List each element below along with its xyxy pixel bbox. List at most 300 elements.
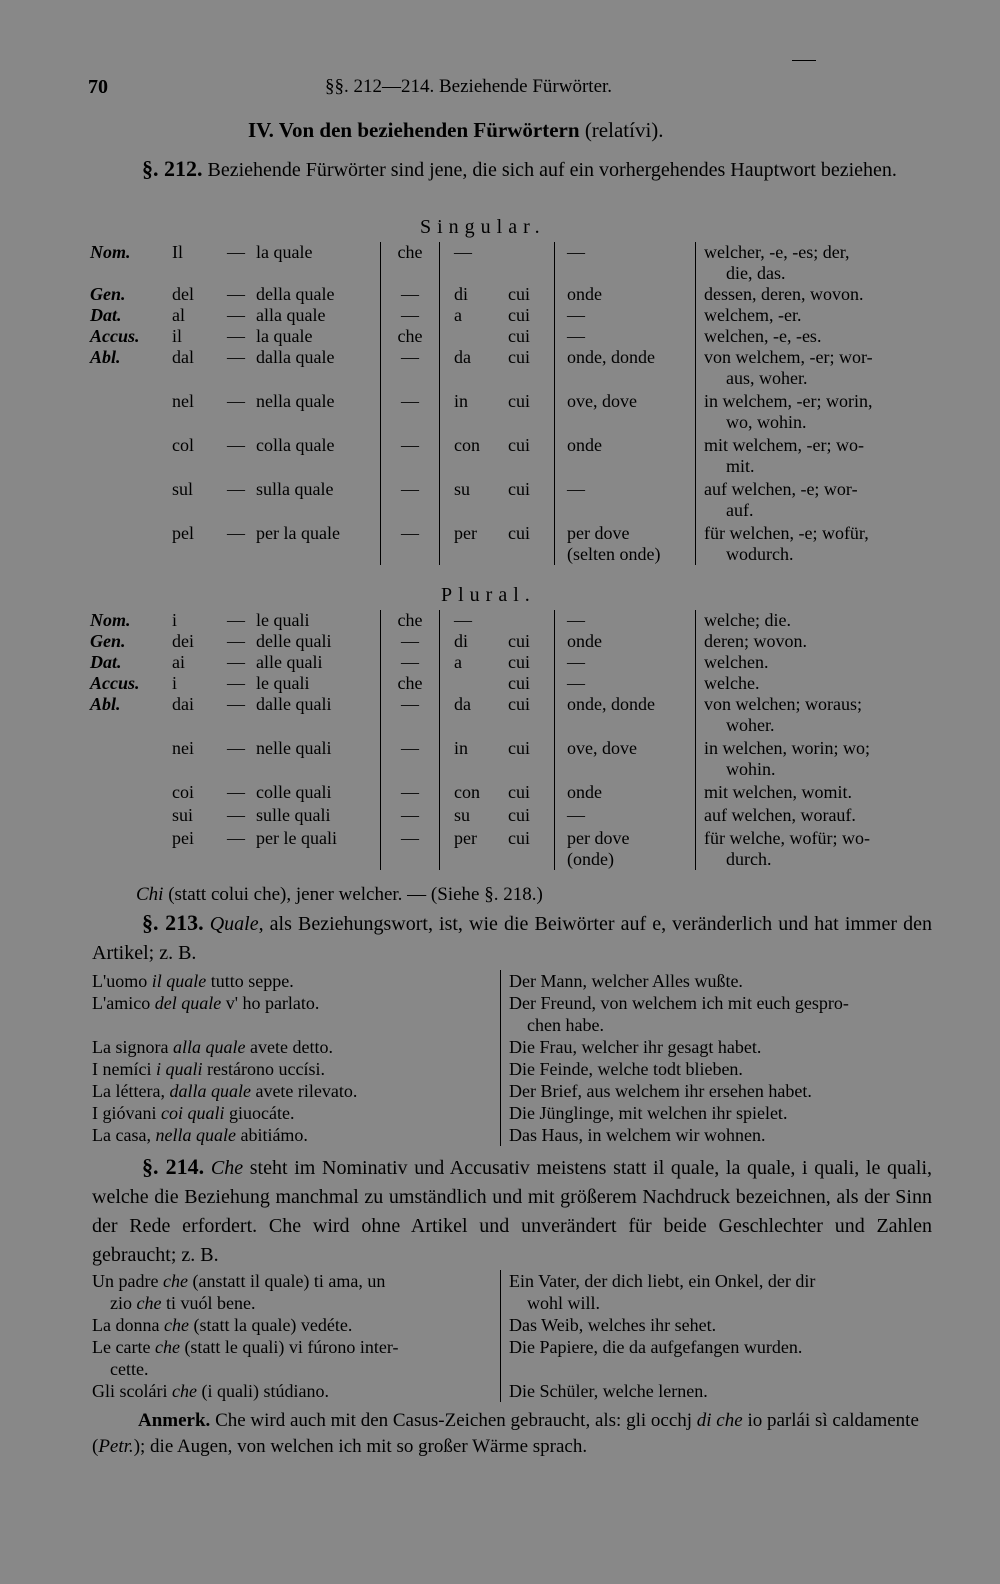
german-translation	[696, 610, 923, 631]
che-form: —	[381, 803, 440, 826]
article-form: pei	[172, 828, 194, 848]
relative-pronoun: che	[162, 1271, 188, 1291]
case-label: Gen.	[90, 631, 126, 651]
dash: —	[227, 284, 245, 304]
german-text: von welchen; woraus;	[704, 694, 862, 714]
preposition: in	[454, 391, 469, 411]
german-translation	[696, 305, 923, 326]
italian-example	[92, 1314, 500, 1336]
example-row	[92, 1380, 939, 1402]
che-form: —	[381, 477, 440, 521]
italian-text: (i quali) stúdiano.	[196, 1381, 329, 1401]
italian-example	[92, 1080, 500, 1102]
german-continuation: wohin.	[726, 759, 776, 779]
adverb-form	[555, 284, 696, 305]
adverb-form	[555, 521, 696, 565]
german-example	[500, 1036, 939, 1058]
german-example	[500, 970, 939, 992]
dash: —	[227, 828, 245, 848]
quale-form: sulle quali	[256, 805, 331, 825]
example-row	[92, 1314, 939, 1336]
table-row	[88, 652, 922, 673]
german-translation	[696, 694, 923, 736]
case-label: Nom.	[90, 242, 131, 262]
adverb-text: —	[567, 326, 585, 346]
article-form: nei	[172, 738, 194, 758]
case-label	[88, 736, 170, 780]
paragraph-text: Beziehende Fürwörter sind jene, die sich auf ein vorhergehendes Hauptwort beziehen.	[207, 159, 897, 181]
case-label	[88, 780, 170, 803]
adverb-form	[555, 326, 696, 347]
anmerkung-italic-1: di che	[696, 1410, 743, 1431]
article-form: col	[172, 435, 194, 455]
german-translation	[696, 673, 923, 694]
article-form: i	[172, 673, 178, 693]
case-label	[88, 389, 170, 433]
adverb-text: onde	[567, 435, 602, 455]
adverb-text: per dove	[567, 523, 630, 543]
case-label	[88, 521, 170, 565]
example-row	[92, 1124, 939, 1146]
example-row	[92, 1036, 939, 1058]
che-form: —	[381, 652, 440, 673]
italian-text: Un padre	[92, 1271, 163, 1291]
german-translation	[696, 826, 923, 870]
article-form: dai	[172, 694, 194, 714]
german-continuation: aus, woher.	[726, 368, 808, 388]
german-translation	[696, 736, 923, 780]
paragraph-number: §. 212.	[142, 156, 203, 181]
german-translation	[696, 521, 923, 565]
german-text: Die Feinde, welche todt blieben.	[509, 1059, 743, 1079]
examples-214	[92, 1270, 939, 1402]
german-text: mit welchem, -er; wo-	[704, 435, 864, 455]
italian-text: restárono uccísi.	[202, 1059, 325, 1079]
adverb-form	[555, 673, 696, 694]
quale-form: la quale	[256, 242, 313, 262]
table-row	[88, 694, 922, 736]
example-row	[92, 992, 939, 1036]
table-row	[88, 433, 922, 477]
table-row	[88, 826, 922, 870]
adverb-form	[555, 803, 696, 826]
che-form: che	[381, 242, 440, 284]
anmerkung	[92, 1408, 932, 1460]
german-example	[500, 1380, 939, 1402]
dash: —	[227, 391, 245, 411]
case-label	[88, 477, 170, 521]
cui-form: cui	[506, 694, 555, 736]
che-form: —	[381, 305, 440, 326]
german-translation	[696, 347, 923, 389]
dash: —	[227, 738, 245, 758]
german-text: Die Schüler, welche lernen.	[509, 1381, 708, 1401]
cui-form	[506, 242, 555, 284]
adverb-text: —	[567, 652, 585, 672]
dash: —	[227, 347, 245, 367]
relative-pronoun: il quale	[151, 971, 207, 991]
italian-text: zio	[110, 1293, 137, 1313]
italian-text: ti vuól bene.	[161, 1293, 256, 1313]
quale-form: dalle quali	[256, 694, 332, 714]
adverb-note: (selten onde)	[567, 544, 661, 564]
german-text: Das Haus, in welchem wir wohnen.	[509, 1125, 766, 1145]
relative-pronoun: del quale	[154, 993, 222, 1013]
german-text: auf welchen, worauf.	[704, 805, 856, 825]
preposition: per	[454, 523, 477, 543]
german-translation	[696, 433, 923, 477]
table-row	[88, 673, 922, 694]
article-form: i	[172, 610, 178, 630]
cui-form: cui	[506, 631, 555, 652]
case-label: Gen.	[90, 284, 126, 304]
adverb-note: (onde)	[567, 849, 614, 869]
paragraph-text: steht im Nominativ und Accusativ meistens statt il quale, la quale, i quali, le quali, welche die Beziehung manchmal zu umständlich und mit größerem Nachdruck bezeichnen, als der Sinn der Rede erfordert. Che wird ohne Artikel und unverändert für beide Geschlechter und Zahlen gebraucht; z. B.	[92, 1157, 933, 1266]
german-continuation: auf.	[726, 500, 754, 520]
italian-text: giuocáte.	[224, 1103, 295, 1123]
preposition: a	[454, 652, 462, 672]
article-form: al	[172, 305, 185, 325]
chi-note	[136, 884, 543, 906]
preposition: di	[454, 631, 469, 651]
quale-form: per le quali	[256, 828, 337, 848]
german-translation	[696, 631, 923, 652]
che-form: che	[381, 610, 440, 631]
case-label: Dat.	[90, 305, 122, 325]
anmerkung-text-1: Che wird auch mit den Casus-Zeichen gebraucht, als: gli occhj	[210, 1410, 697, 1431]
german-example	[500, 992, 939, 1036]
german-continuation: chen habe.	[527, 1015, 604, 1035]
table-row	[88, 347, 922, 389]
italian-text: (statt le quali) vi fúrono inter-	[179, 1337, 399, 1357]
quale-form: alla quale	[256, 305, 326, 325]
paragraph-214	[92, 1152, 932, 1270]
italian-text: L'amico	[92, 993, 155, 1013]
german-translation	[696, 284, 923, 305]
relative-pronoun: che	[154, 1337, 180, 1357]
adverb-form	[555, 736, 696, 780]
italian-example	[92, 970, 500, 992]
german-text: welchem, -er.	[704, 305, 802, 325]
adverb-text: onde	[567, 284, 602, 304]
italian-text: L'uomo	[92, 971, 152, 991]
german-text: welchen.	[704, 652, 769, 672]
cui-form	[506, 610, 555, 631]
cui-form: cui	[506, 780, 555, 803]
relative-pronoun: nella quale	[155, 1125, 236, 1145]
dash: —	[227, 610, 245, 630]
cui-form: cui	[506, 652, 555, 673]
table-row	[88, 477, 922, 521]
german-translation	[696, 652, 923, 673]
article-form: coi	[172, 782, 194, 802]
italian-continuation	[92, 1358, 496, 1380]
table-row	[88, 780, 922, 803]
italian-text: (anstatt il quale) ti ama, un	[187, 1271, 386, 1291]
german-translation	[696, 326, 923, 347]
relative-pronoun: dalla quale	[169, 1081, 251, 1101]
german-text: welcher, -e, -es; der,	[704, 242, 850, 262]
german-text: für welchen, -e; wofür,	[704, 523, 869, 543]
german-example	[500, 1080, 939, 1102]
article-form: sui	[172, 805, 194, 825]
singular-declension-table	[88, 242, 922, 565]
adverb-text: —	[567, 610, 585, 630]
preposition: su	[454, 479, 471, 499]
anmerkung-label: Anmerk.	[138, 1410, 211, 1431]
adverb-form	[555, 652, 696, 673]
case-label	[88, 433, 170, 477]
relative-pronoun: che	[163, 1315, 189, 1335]
adverb-form	[555, 477, 696, 521]
cui-form: cui	[506, 305, 555, 326]
example-row	[92, 1058, 939, 1080]
german-text: Ein Vater, der dich liebt, ein Onkel, der dir	[509, 1271, 816, 1291]
german-example	[500, 1058, 939, 1080]
preposition: in	[454, 738, 469, 758]
german-text: von welchem, -er; wor-	[704, 347, 873, 367]
german-translation	[696, 389, 923, 433]
italian-text: (statt la quale) vedéte.	[188, 1315, 353, 1335]
case-label: Dat.	[90, 652, 122, 672]
table-row	[88, 521, 922, 565]
german-text: Die Jünglinge, mit welchen ihr spielet.	[509, 1103, 788, 1123]
adverb-form	[555, 780, 696, 803]
dash: —	[227, 631, 245, 651]
table-row	[88, 803, 922, 826]
adverb-text: —	[567, 242, 585, 262]
dash: —	[227, 479, 245, 499]
preposition: da	[454, 694, 471, 714]
table-row	[88, 610, 922, 631]
section-title	[248, 118, 664, 143]
table-row	[88, 736, 922, 780]
section-title-note: (relatívi).	[584, 118, 664, 142]
paragraph-number: §. 213.	[142, 910, 204, 935]
adverb-text: ove, dove	[567, 391, 637, 411]
german-translation	[696, 780, 923, 803]
adverb-form	[555, 433, 696, 477]
table-row	[88, 242, 922, 284]
quale-form: alle quali	[256, 652, 323, 672]
paragraph-213	[92, 908, 932, 968]
table-row	[88, 631, 922, 652]
page-number: 70	[88, 76, 108, 98]
dash: —	[227, 652, 245, 672]
article-form: il	[172, 326, 183, 346]
case-label	[88, 803, 170, 826]
italian-text: cette.	[110, 1359, 149, 1379]
german-text: auf welchen, -e; wor-	[704, 479, 858, 499]
anmerkung-text-2: io parlái sì caldamente (	[92, 1410, 919, 1457]
example-row	[92, 1080, 939, 1102]
cui-form: cui	[506, 347, 555, 389]
adverb-text: onde	[567, 782, 602, 802]
quale-form: colla quale	[256, 435, 335, 455]
case-label	[88, 826, 170, 870]
german-text: Der Brief, aus welchem ihr ersehen habet.	[509, 1081, 812, 1101]
adverb-form	[555, 389, 696, 433]
relative-pronoun: che	[136, 1293, 162, 1313]
relative-pronoun: coi quali	[161, 1103, 225, 1123]
italian-text: tutto seppe.	[206, 971, 294, 991]
italian-text: v' ho parlato.	[221, 993, 320, 1013]
article-form: ai	[172, 652, 185, 672]
german-text: in welchen, worin; wo;	[704, 738, 870, 758]
table-row	[88, 305, 922, 326]
article-form: Il	[172, 242, 183, 262]
german-text: Der Freund, von welchem ich mit euch gespro-	[509, 993, 849, 1013]
singular-heading: Singular.	[420, 216, 546, 238]
dash: —	[227, 305, 245, 325]
chi-text: (statt colui che), jener welcher. — (Siehe §. 218.)	[168, 884, 543, 905]
example-row	[92, 970, 939, 992]
preposition: di	[454, 284, 469, 304]
italian-text: avete detto.	[245, 1037, 333, 1057]
dash: —	[227, 523, 245, 543]
che-form: —	[381, 389, 440, 433]
adverb-text: per dove	[567, 828, 630, 848]
quale-form: sulla quale	[256, 479, 334, 499]
italian-example	[92, 1036, 500, 1058]
che-form: —	[381, 631, 440, 652]
preposition	[440, 326, 507, 347]
german-example	[500, 1314, 939, 1336]
quale-word: Quale	[209, 913, 259, 935]
german-continuation: woher.	[726, 715, 775, 735]
german-text: deren; wovon.	[704, 631, 807, 651]
italian-text: La léttera,	[92, 1081, 170, 1101]
preposition: con	[454, 782, 480, 802]
case-label: Accus.	[90, 673, 140, 693]
italian-text: La signora	[92, 1037, 173, 1057]
italian-example	[92, 1336, 500, 1380]
article-form: nel	[172, 391, 194, 411]
dash: —	[227, 242, 245, 262]
cui-form: cui	[506, 326, 555, 347]
preposition: da	[454, 347, 471, 367]
dash: —	[227, 805, 245, 825]
che-form: —	[381, 433, 440, 477]
german-translation	[696, 242, 923, 284]
german-text: welchen, -e, -es.	[704, 326, 822, 346]
cui-form: cui	[506, 284, 555, 305]
quale-form: nella quale	[256, 391, 335, 411]
article-form: dei	[172, 631, 194, 651]
adverb-text: onde, donde	[567, 347, 655, 367]
che-form: —	[381, 780, 440, 803]
adverb-form	[555, 826, 696, 870]
cui-form: cui	[506, 826, 555, 870]
quale-form: le quali	[256, 673, 310, 693]
case-label: Abl.	[90, 694, 121, 714]
section-title-text: IV. Von den beziehenden Fürwörtern	[248, 118, 580, 142]
italian-text: La casa,	[92, 1125, 156, 1145]
german-example	[500, 1336, 939, 1380]
article-form: sul	[172, 479, 194, 499]
running-title: §§. 212—214. Beziehende Fürwörter.	[325, 76, 613, 97]
quale-form: delle quali	[256, 631, 332, 651]
dash: —	[227, 326, 245, 346]
german-continuation: mit.	[726, 456, 755, 476]
italian-text: Gli scolári	[92, 1381, 172, 1401]
italian-text: I gióvani	[92, 1103, 161, 1123]
dash: —	[227, 694, 245, 714]
che-form: —	[381, 347, 440, 389]
german-text: Die Papiere, die da aufgefangen wurden.	[509, 1337, 803, 1357]
preposition: con	[454, 435, 480, 455]
paragraph-number: §. 214.	[142, 1154, 205, 1179]
italian-example	[92, 1102, 500, 1124]
dash: —	[227, 673, 245, 693]
italian-text: Le carte	[92, 1337, 155, 1357]
dash: —	[227, 435, 245, 455]
case-label: Nom.	[90, 610, 131, 630]
example-row	[92, 1102, 939, 1124]
plural-declension-table	[88, 610, 922, 870]
dash: —	[227, 782, 245, 802]
preposition: —	[454, 610, 472, 630]
quale-form: per la quale	[256, 523, 340, 543]
case-label: Abl.	[90, 347, 121, 367]
german-example	[500, 1124, 939, 1146]
adverb-form	[555, 610, 696, 631]
quale-form: colle quali	[256, 782, 332, 802]
italian-example	[92, 1058, 500, 1080]
cui-form: cui	[506, 477, 555, 521]
che-form: —	[381, 521, 440, 565]
german-text: mit welchen, womit.	[704, 782, 852, 802]
che-form: che	[381, 673, 440, 694]
german-text: Die Frau, welcher ihr gesagt habet.	[509, 1037, 762, 1057]
chi-word: Chi	[136, 884, 164, 905]
adverb-form	[555, 305, 696, 326]
adverb-form	[555, 242, 696, 284]
italian-example	[92, 992, 500, 1036]
german-continuation: die, das.	[726, 263, 786, 283]
italian-continuation	[92, 1292, 496, 1314]
german-text: Der Mann, welcher Alles wußte.	[509, 971, 743, 991]
german-translation	[696, 803, 923, 826]
quale-form: dalla quale	[256, 347, 335, 367]
german-example	[500, 1270, 939, 1314]
italian-example	[92, 1124, 500, 1146]
che-form: —	[381, 826, 440, 870]
che-form: —	[381, 736, 440, 780]
adverb-text: —	[567, 805, 585, 825]
cui-form: cui	[506, 736, 555, 780]
quale-form: della quale	[256, 284, 335, 304]
article-form: del	[172, 284, 194, 304]
relative-pronoun: i quali	[155, 1059, 203, 1079]
italian-text: La donna	[92, 1315, 164, 1335]
preposition	[440, 673, 507, 694]
table-row	[88, 326, 922, 347]
german-text: in welchem, -er; worin,	[704, 391, 873, 411]
quale-form: la quale	[256, 326, 313, 346]
german-text: welche.	[704, 673, 760, 693]
italian-text: abitiámo.	[235, 1125, 308, 1145]
cui-form: cui	[506, 803, 555, 826]
adverb-text: ove, dove	[567, 738, 637, 758]
italian-text: I nemíci	[92, 1059, 156, 1079]
quale-form: le quali	[256, 610, 310, 630]
preposition: per	[454, 828, 477, 848]
relative-pronoun: alla quale	[172, 1037, 246, 1057]
cui-form: cui	[506, 673, 555, 694]
adverb-text: —	[567, 305, 585, 325]
article-form: pel	[172, 523, 194, 543]
